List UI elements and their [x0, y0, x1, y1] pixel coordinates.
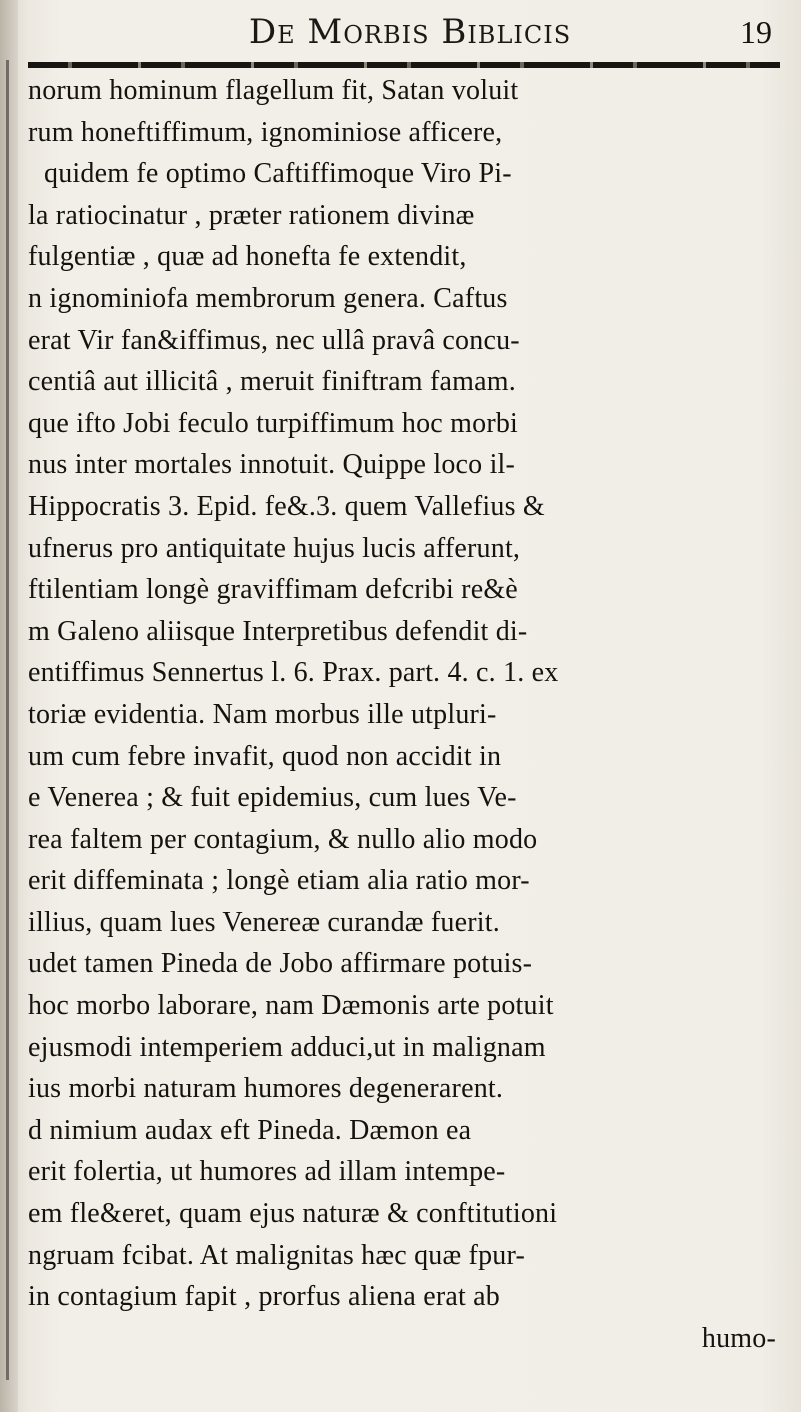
text-line-3: quidem fe optimo Caftiffimoque Viro Pi- [44, 158, 512, 190]
header-rule [28, 62, 780, 68]
text-line-17: um cum febre invafit, quod non accidit in [28, 740, 502, 772]
text-line-7: erat Vir fan&iffimus, nec ullâ pravâ concu- [28, 324, 520, 356]
text-line-2: rum honeftiffimum, ignominiose afficere, [28, 116, 503, 148]
text-line-30: in contagium fapit , prorfus aliena erat ab [28, 1281, 500, 1313]
page-header [40, 8, 780, 56]
text-line-15: entiffimus Sennertus l. 6. Prax. part. 4. c. 1. ex [28, 657, 559, 689]
running-head: De Morbis Biblicis [248, 12, 572, 52]
text-line-29: ngruam fcibat. At malignitas hæc quæ fpur- [28, 1239, 525, 1271]
text-line-23: hoc morbo laborare, nam Dæmonis arte potuit [28, 990, 554, 1022]
gutter-shadow [6, 60, 19, 1380]
text-line-9: que ifto Jobi feculo turpiffimum hoc morbi [28, 407, 519, 439]
text-line-20: erit diffeminata ; longè etiam alia ratio mor- [28, 865, 530, 897]
text-line-4: la ratiocinatur , præter rationem divinæ [28, 199, 475, 231]
text-line-28: em fle&eret, quam ejus naturæ & conftitutioni [28, 1198, 558, 1230]
text-line-22: udet tamen Pineda de Jobo affirmare potuis- [28, 948, 533, 980]
page-number: 19 [740, 14, 772, 50]
catchword: humo- [701, 1322, 776, 1354]
text-line-6: n ignominiofa membrorum genera. Caftus [28, 282, 508, 314]
text-line-10: nus inter mortales innotuit. Quippe loco il- [28, 449, 516, 481]
text-line-18: e Venerea ; & fuit epidemius, cum lues Ve- [28, 782, 517, 814]
text-line-11: Hippocratis 3. Epid. fe&.3. quem Vallefius & [28, 490, 545, 522]
text-line-25: ius morbi naturam humores degenerarent. [28, 1073, 504, 1105]
text-line-19: rea faltem per contagium, & nullo alio modo [28, 823, 538, 855]
text-line-27: erit folertia, ut humores ad illam intempe- [28, 1156, 506, 1188]
page-gutter [0, 0, 18, 1412]
text-line-14: m Galeno aliisque Interpretibus defendit di- [28, 615, 528, 647]
text-line-8: centiâ aut illicitâ , meruit finiftram famam. [28, 366, 516, 398]
text-line-1: norum hominum flagellum fit, Satan voluit [28, 75, 519, 106]
text-line-26: d nimium audax eft Pineda. Dæmon ea [28, 1114, 472, 1146]
text-line-21: illius, quam lues Venereæ curandæ fuerit. [28, 906, 500, 938]
text-line-16: toriæ evidentia. Nam morbus ille utpluri- [28, 698, 497, 730]
text-line-5: fulgentiæ , quæ ad honefta fe extendit, [28, 241, 467, 273]
body-text [28, 70, 788, 1359]
text-line-24: ejusmodi intemperiem adduci,ut in malignam [28, 1031, 546, 1063]
text-line-12: ufnerus pro antiquitate hujus lucis afferunt, [28, 532, 521, 564]
text-line-13: ftilentiam longè graviffimam defcribi re&è [28, 574, 518, 606]
